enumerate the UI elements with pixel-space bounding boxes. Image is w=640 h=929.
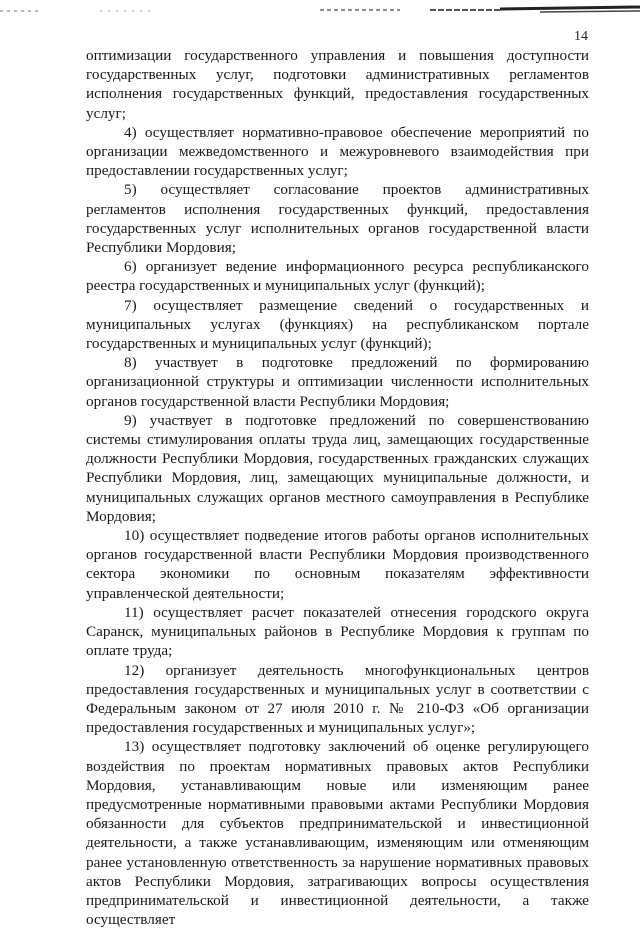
paragraph: 12) организует деятельность многофункциональных центров предоставления государственных и муниципальных услуг в соответствии с Федеральным законом от 27 июля 2010 г. № 210-ФЗ «Об организации предоставления государственных и муниципальных услуг»; [86, 661, 589, 737]
paragraph: 9) участвует в подготовке предложений по совершенствованию системы стимулирования оплаты труда лиц, замещающих государственные должности Республики Мордовия, государственных гражданских служащих Республики Мордовия, лиц, замещающих муниципальные должности, и муниципальных служащих органов местного самоуправления в Республике Мордовия; [86, 411, 589, 525]
paragraph: 11) осуществляет расчет показателей отнесения городского округа Саранск, муниципальных районов в Республике Мордовия к группам по оплате труда; [86, 603, 589, 660]
page-number: 14 [574, 29, 588, 44]
paragraph: 10) осуществляет подведение итогов работы органов исполнительных органов государственной власти Республики Мордовия производственного сектора экономики по основным показателям эффективности управленческой деятельности; [86, 527, 589, 602]
paragraph: 8) участвует в подготовке предложений по формированию организационной структуры и оптимизации численности исполнительных органов государственной власти Республики Мордовия; [86, 354, 589, 410]
paragraph: 6) организует ведение информационного ресурса республиканского реестра государственных и муниципальных услуг (функций); [86, 258, 589, 295]
paragraph: 7) осуществляет размещение сведений о государственных и муниципальных услугах (функциях) на республиканском портале государственных и муниципальных услуг (функций); [86, 296, 589, 353]
paragraph: 13) осуществляет подготовку заключений об оценке регулирующего воздействия по проектам нормативных правовых актов Республики Мордовия, устанавливающим новые или изменяющим ранее предусмотренные нормативными правовыми актами Республики Мордовия обязанности для субъектов предпринимательской и инвестиционной деятельности, а также устанавливающим, изменяющим или отменяющим ранее установленную ответственность за нарушение нормативных правовых актов Республики Мордовия, затрагивающих вопросы осуществления предпринимательской и инвестиционной деятельности, а также осуществляет [86, 738, 589, 929]
paragraph: 5) осуществляет согласование проектов административных регламентов исполнения государственных функций, предоставления государственных услуг исполнительных органов государственной власти Республики Мордовия; [86, 181, 589, 257]
paragraph: 4) осуществляет нормативно-правовое обеспечение мероприятий по организации межведомственного и межуровневого взаимодействия при предоставлении государственных услуг; [86, 123, 589, 180]
document-body [86, 46, 589, 929]
paragraph: оптимизации государственного управления и повышения доступности государственных услуг, подготовки административных регламентов исполнения государственных функций, предоставления государственных услуг; [86, 47, 589, 122]
scan-edge-artifact [0, 0, 640, 20]
